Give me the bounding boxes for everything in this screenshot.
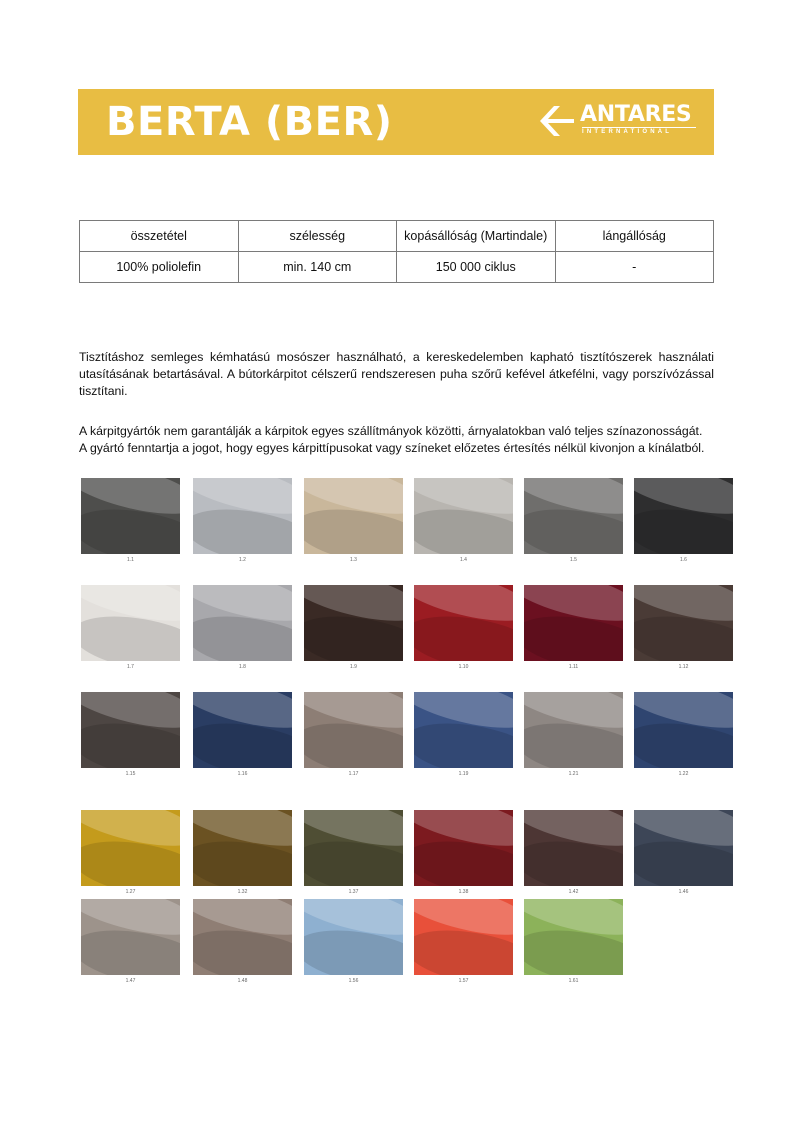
fabric-swatch	[634, 585, 733, 670]
fabric-swatch-code: 1.3	[350, 557, 357, 563]
fabric-swatch	[304, 810, 403, 895]
warranty-line-1: A kárpitgyártók nem garantálják a kárpitok egyes szállítmányok közötti, árnyalatokban való teljes színazonosságát.	[79, 424, 703, 438]
fabric-swatch	[193, 478, 292, 563]
fabric-swatch-image	[193, 899, 292, 975]
fabric-swatch-code: 1.47	[125, 978, 136, 984]
fabric-swatch	[304, 478, 403, 563]
cleaning-instructions: Tisztításhoz semleges kémhatású mosószer használható, a kereskedelemben kapható tisztítószerek használati utasításának betartásával. A bútorkárpitot célszerű rendszeresen puha szőrű kefével átkefélni, vagy porszívózással tisztítani.	[79, 350, 714, 398]
fabric-swatch	[304, 585, 403, 670]
fabric-swatch-image	[304, 478, 403, 554]
fabric-swatch	[634, 810, 733, 895]
spec-value-cell: -	[555, 252, 714, 283]
fabric-swatch-image	[524, 810, 623, 886]
fabric-swatch-image	[524, 478, 623, 554]
fabric-swatch-code: 1.7	[127, 664, 134, 670]
fabric-swatch-image	[524, 692, 623, 768]
fabric-swatch	[524, 810, 623, 895]
fabric-swatch	[304, 899, 403, 984]
fabric-swatch-code: 1.56	[348, 978, 359, 984]
header-banner	[78, 89, 714, 155]
fabric-swatch	[193, 810, 292, 895]
fabric-swatch	[81, 810, 180, 895]
fabric-swatch-image	[81, 899, 180, 975]
fabric-swatch-image	[193, 810, 292, 886]
fabric-swatch-code: 1.42	[568, 889, 579, 895]
fabric-swatch-image	[414, 810, 513, 886]
fabric-swatch-code: 1.12	[678, 664, 689, 670]
fabric-swatch-code: 1.4	[460, 557, 467, 563]
spec-value-cell: min. 140 cm	[238, 252, 397, 283]
fabric-swatch-code: 1.8	[239, 664, 246, 670]
fabric-swatch	[414, 899, 513, 984]
warranty-line-2: A gyártó fenntartja a jogot, hogy egyes kárpittípusokat vagy színeket előzetes értesítés nélkül kivonjon a kínálatból.	[79, 441, 705, 455]
antares-arrow-icon	[540, 106, 576, 136]
fabric-swatch-code: 1.21	[568, 771, 579, 777]
spec-header-row	[80, 221, 714, 252]
fabric-swatch-code: 1.9	[350, 664, 357, 670]
fabric-swatch-code: 1.61	[568, 978, 579, 984]
fabric-swatch-code: 1.37	[348, 889, 359, 895]
spec-header-cell: kopásállóság (Martindale)	[397, 221, 556, 252]
fabric-swatch-image	[193, 585, 292, 661]
fabric-swatch-image	[414, 585, 513, 661]
fabric-swatch-image	[193, 478, 292, 554]
fabric-swatch-image	[634, 810, 733, 886]
fabric-swatch	[304, 692, 403, 777]
fabric-swatch-code: 1.10	[458, 664, 469, 670]
fabric-swatch-image	[304, 585, 403, 661]
fabric-swatch-code: 1.15	[125, 771, 136, 777]
page-title: BERTA (BER)	[106, 99, 393, 145]
fabric-swatch	[193, 899, 292, 984]
fabric-swatch	[81, 899, 180, 984]
fabric-swatch	[414, 585, 513, 670]
warranty-notice	[79, 423, 714, 457]
fabric-swatch	[81, 478, 180, 563]
fabric-swatch-image	[634, 478, 733, 554]
brand-logo	[540, 102, 698, 142]
spec-table	[79, 220, 714, 283]
fabric-swatch	[193, 585, 292, 670]
spec-value-cell: 100% poliolefin	[80, 252, 239, 283]
spec-header-cell: lángállóság	[555, 221, 714, 252]
fabric-swatch-image	[634, 585, 733, 661]
fabric-swatch-code: 1.38	[458, 889, 469, 895]
fabric-swatch-image	[634, 692, 733, 768]
fabric-swatch	[81, 585, 180, 670]
fabric-swatch-code: 1.5	[570, 557, 577, 563]
fabric-swatch	[634, 478, 733, 563]
fabric-swatch	[414, 478, 513, 563]
fabric-swatch-code: 1.27	[125, 889, 136, 895]
fabric-swatch-image	[414, 478, 513, 554]
fabric-swatch	[414, 692, 513, 777]
fabric-swatch-code: 1.2	[239, 557, 246, 563]
fabric-swatch-image	[81, 810, 180, 886]
spec-value-cell: 150 000 ciklus	[397, 252, 556, 283]
fabric-swatch-code: 1.46	[678, 889, 689, 895]
fabric-swatch	[524, 899, 623, 984]
fabric-swatch-image	[414, 692, 513, 768]
fabric-swatch-code: 1.17	[348, 771, 359, 777]
fabric-swatch-image	[81, 585, 180, 661]
fabric-swatch	[193, 692, 292, 777]
fabric-swatch-image	[81, 692, 180, 768]
fabric-swatch-image	[193, 692, 292, 768]
fabric-swatch	[524, 585, 623, 670]
fabric-swatch-code: 1.11	[568, 664, 579, 670]
fabric-swatch-code: 1.32	[237, 889, 248, 895]
brand-name: ANTARES	[580, 102, 692, 127]
fabric-swatch	[524, 692, 623, 777]
spec-header-cell: összetétel	[80, 221, 239, 252]
fabric-swatch-code: 1.16	[237, 771, 248, 777]
spec-header-cell: szélesség	[238, 221, 397, 252]
fabric-swatch-code: 1.57	[458, 978, 469, 984]
fabric-swatch-image	[304, 899, 403, 975]
fabric-swatch-code: 1.22	[678, 771, 689, 777]
fabric-swatch-code: 1.1	[127, 557, 134, 563]
fabric-swatch	[524, 478, 623, 563]
fabric-swatch-image	[524, 899, 623, 975]
spec-value-row	[80, 252, 714, 283]
fabric-swatch-image	[524, 585, 623, 661]
fabric-swatch-image	[81, 478, 180, 554]
fabric-swatch-image	[304, 692, 403, 768]
fabric-swatch-image	[414, 899, 513, 975]
fabric-swatch-code: 1.6	[680, 557, 687, 563]
brand-subtitle: INTERNATIONAL	[582, 127, 696, 136]
fabric-swatch-image	[304, 810, 403, 886]
fabric-swatch	[81, 692, 180, 777]
fabric-swatch	[414, 810, 513, 895]
fabric-swatch	[634, 692, 733, 777]
fabric-swatch-code: 1.48	[237, 978, 248, 984]
fabric-swatch-code: 1.19	[458, 771, 469, 777]
